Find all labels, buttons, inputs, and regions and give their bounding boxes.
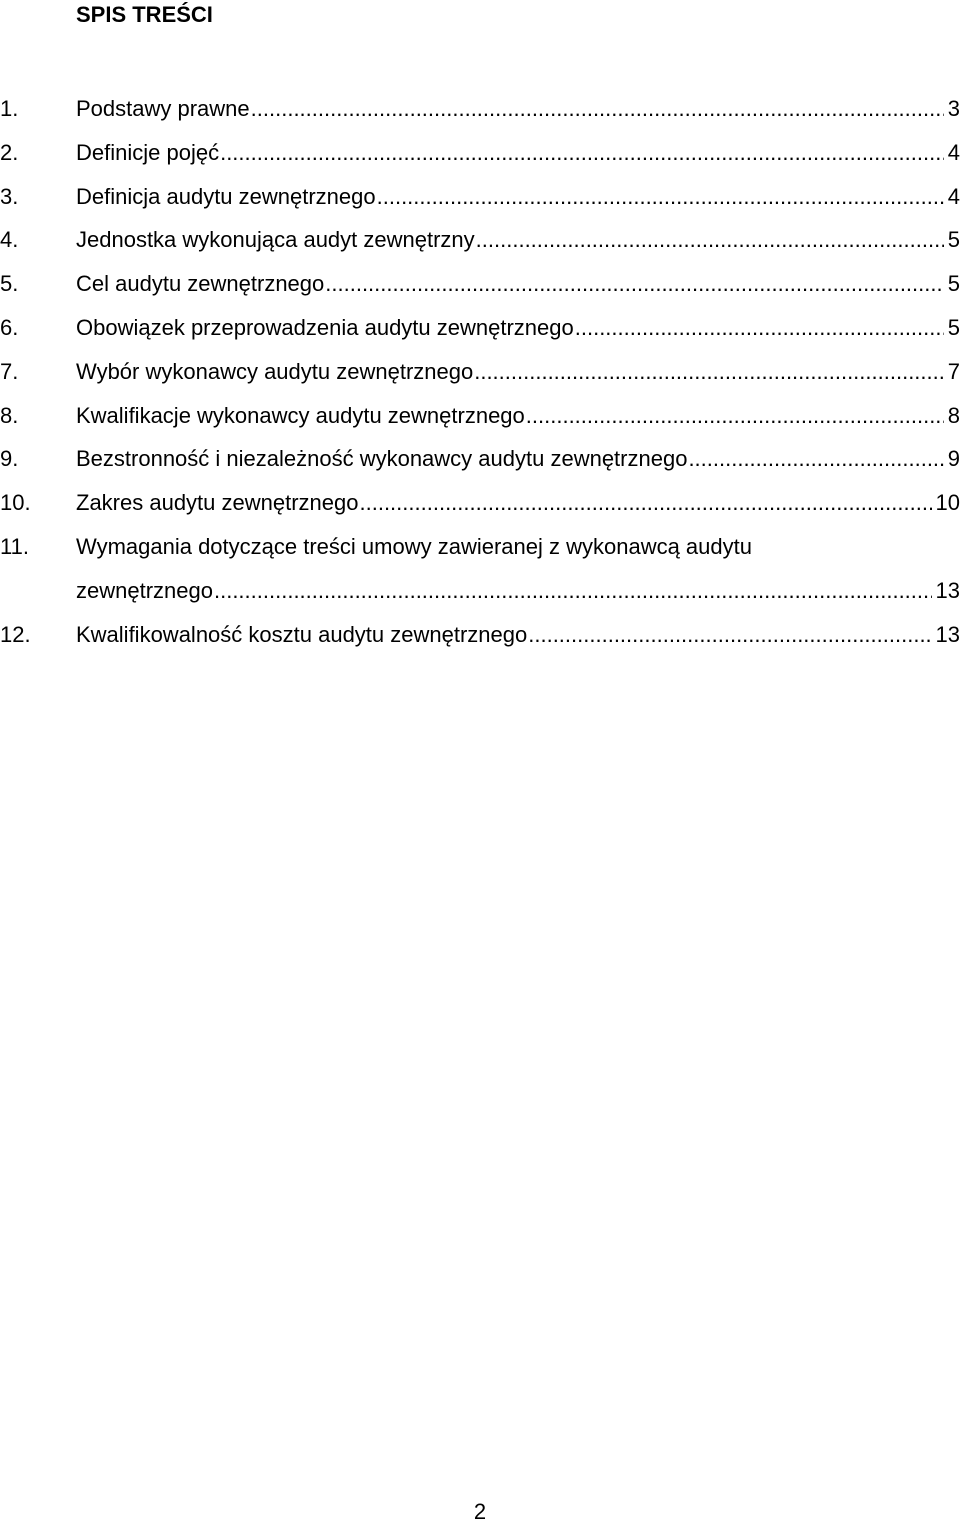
page-number: 2 <box>473 1499 487 1524</box>
toc-entry-label: Obowiązek przeprowadzenia audytu zewnętrznego <box>76 314 574 340</box>
toc-entry-number: 6. <box>0 314 19 340</box>
toc-entry-number: 8. <box>0 402 19 428</box>
toc-entry-number: 12. <box>0 621 31 647</box>
toc-entry-number: 5. <box>0 271 19 297</box>
toc-dot-leader <box>360 481 932 525</box>
toc-entry-label: Cel audytu zewnętrznego <box>76 271 325 297</box>
toc-dot-leader <box>214 569 932 613</box>
toc-title: SPIS TREŚCI <box>76 2 213 27</box>
toc-dot-leader <box>474 350 944 394</box>
toc-entry-page: 8 <box>947 402 960 428</box>
toc-entry-6[interactable] <box>0 306 960 350</box>
toc-entry-number: 1. <box>0 96 19 121</box>
table-of-contents <box>0 87 960 656</box>
toc-entry-11[interactable] <box>0 525 960 613</box>
toc-entry-label: Definicje pojęć <box>76 139 220 165</box>
toc-entry-1[interactable] <box>0 87 960 131</box>
toc-entry-8[interactable] <box>0 394 960 438</box>
toc-entry-label: Bezstronność i niezależność wykonawcy audytu zewnętrznego <box>76 446 688 472</box>
toc-entry-label-line1: Wymagania dotyczące treści umowy zawieranej z wykonawcą audytu <box>76 533 752 559</box>
toc-entry-number: 9. <box>0 446 19 472</box>
toc-entry-number: 10. <box>0 490 31 516</box>
toc-entry-page: 5 <box>947 271 960 297</box>
toc-dot-leader <box>251 87 944 131</box>
toc-dot-leader <box>526 394 944 438</box>
toc-entry-page: 13 <box>935 621 960 647</box>
toc-dot-leader <box>377 175 944 219</box>
toc-entry-page: 5 <box>947 314 960 340</box>
toc-entry-number: 4. <box>0 227 19 253</box>
toc-entry-3[interactable] <box>0 175 960 219</box>
toc-entry-2[interactable] <box>0 131 960 175</box>
toc-entry-10[interactable] <box>0 481 960 525</box>
toc-entry-number: 11. <box>0 533 29 559</box>
toc-entry-label: Kwalifikowalność kosztu audytu zewnętrznego <box>76 621 528 647</box>
toc-entry-page: 3 <box>947 96 960 121</box>
toc-dot-leader <box>575 306 944 350</box>
toc-entry-page: 13 <box>935 577 960 603</box>
toc-entry-label: zewnętrznego <box>76 577 213 603</box>
toc-entry-page: 4 <box>947 139 960 165</box>
toc-entry-4[interactable] <box>0 218 960 262</box>
toc-entry-page: 7 <box>947 358 960 384</box>
toc-entry-number: 7. <box>0 358 19 384</box>
toc-entry-5[interactable] <box>0 262 960 306</box>
toc-entry-number: 3. <box>0 183 19 209</box>
toc-entry-label: Wybór wykonawcy audytu zewnętrznego <box>76 358 474 384</box>
toc-entry-label: Podstawy prawne <box>76 96 250 121</box>
toc-entry-label: Jednostka wykonująca audyt zewnętrzny <box>76 227 475 253</box>
toc-entry-9[interactable] <box>0 437 960 481</box>
toc-entry-12[interactable] <box>0 613 960 657</box>
toc-entry-number: 2. <box>0 139 19 165</box>
toc-entry-label: Definicja audytu zewnętrznego <box>76 183 376 209</box>
toc-entry-page: 10 <box>935 490 960 516</box>
toc-entry-label: Zakres audytu zewnętrznego <box>76 490 359 516</box>
toc-dot-leader <box>220 131 944 175</box>
toc-entry-page: 5 <box>947 227 960 253</box>
toc-dot-leader <box>688 437 943 481</box>
toc-entry-7[interactable] <box>0 350 960 394</box>
toc-dot-leader <box>528 613 931 657</box>
toc-entry-label: Kwalifikacje wykonawcy audytu zewnętrznego <box>76 402 525 428</box>
toc-entry-page: 4 <box>947 183 960 209</box>
toc-entry-page: 9 <box>947 446 960 472</box>
toc-dot-leader <box>325 262 943 306</box>
toc-dot-leader <box>476 218 944 262</box>
